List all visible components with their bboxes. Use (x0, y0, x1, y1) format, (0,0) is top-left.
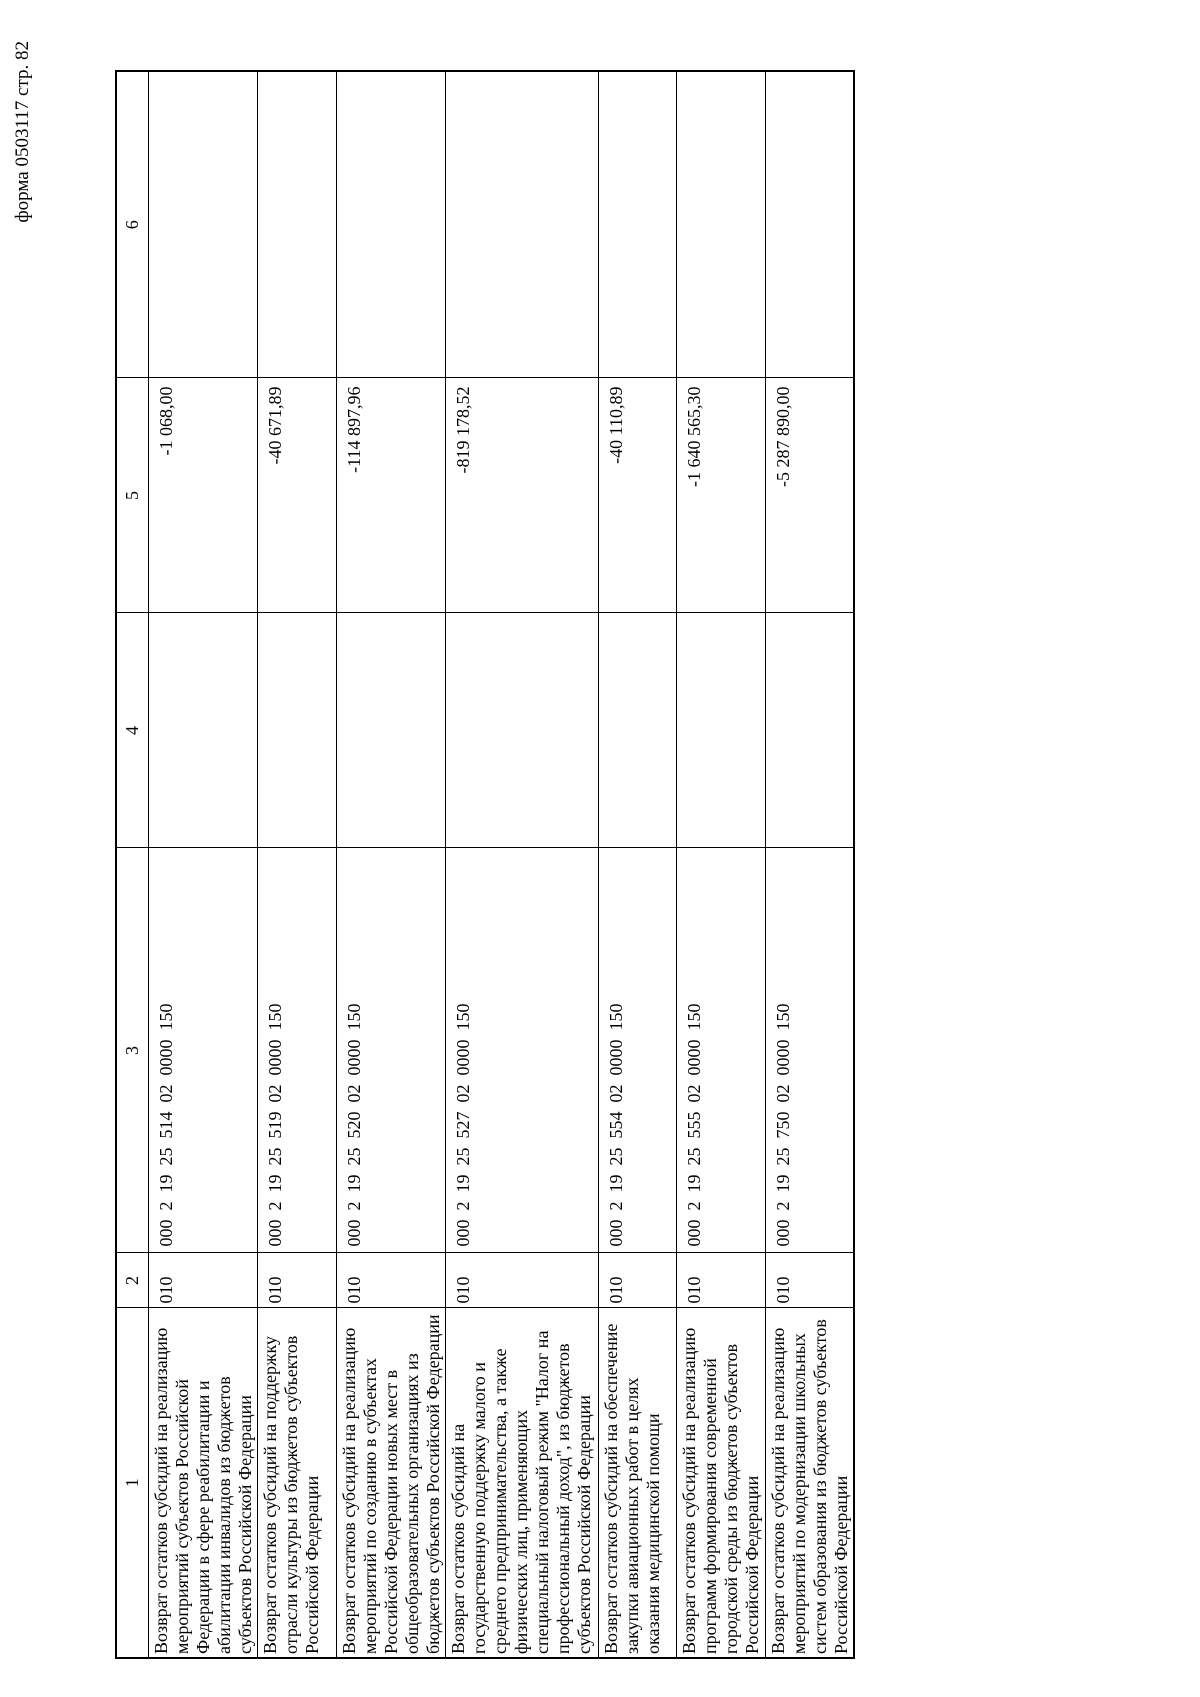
header-col-1: 1 (116, 1308, 148, 1658)
header-col-2: 2 (116, 1253, 148, 1308)
row-col6 (258, 71, 336, 378)
row-amount: -819 178,52 (446, 378, 598, 613)
row-name: Возврат остатков субсидий на поддержку отрасли культуры из бюджетов субъектов Российской Федерации (258, 1308, 336, 1658)
report-table-rotated (115, 72, 855, 1659)
row-budget-code: 000 2 19 25 555 02 0000 150 (677, 848, 765, 1253)
row-col4 (598, 613, 676, 848)
header-col-5: 5 (116, 378, 148, 613)
header-col-6: 6 (116, 71, 148, 378)
row-amount: -114 897,96 (336, 378, 446, 613)
header-col-3: 3 (116, 848, 148, 1253)
row-col4 (258, 613, 336, 848)
table-row (598, 71, 676, 1658)
row-line-code: 010 (677, 1253, 765, 1308)
row-name: Возврат остатков субсидий на обеспечение закупки авиационных работ в целях оказания медицинской помощи (598, 1308, 676, 1658)
row-col6 (336, 71, 446, 378)
row-col4 (148, 613, 258, 848)
table-row (765, 71, 854, 1658)
header-row (116, 71, 148, 1658)
row-col6 (148, 71, 258, 378)
row-budget-code: 000 2 19 25 519 02 0000 150 (258, 848, 336, 1253)
row-col6 (765, 71, 854, 378)
row-col4 (677, 613, 765, 848)
page-number-label: форма 0503117 стр. 82 (12, 41, 33, 223)
row-name: Возврат остатков субсидий на реализацию программ формирования современной городской среды из бюджетов субъектов Российской Федерации (677, 1308, 765, 1658)
row-budget-code: 000 2 19 25 554 02 0000 150 (598, 848, 676, 1253)
report-table (115, 70, 855, 1659)
table-row (258, 71, 336, 1658)
row-col4 (765, 613, 854, 848)
row-line-code: 010 (765, 1253, 854, 1308)
header-col-4: 4 (116, 613, 148, 848)
row-name: Возврат остатков субсидий на реализацию мероприятий по модернизации школьных систем образования из бюджетов субъектов Российской Федерации (765, 1308, 854, 1658)
row-col6 (598, 71, 676, 378)
row-line-code: 010 (258, 1253, 336, 1308)
table-row (446, 71, 598, 1658)
row-name: Возврат остатков субсидий на реализацию мероприятий по созданию в субъектах Российской Федерации новых мест в общеобразовательных организациях из бюджетов субъектов Российской Федерации (336, 1308, 446, 1658)
row-amount: -1 068,00 (148, 378, 258, 613)
row-amount: -1 640 565,30 (677, 378, 765, 613)
row-amount: -40 671,89 (258, 378, 336, 613)
row-name: Возврат остатков субсидий на реализацию мероприятий субъектов Российской Федерации в сфере реабилитации и абилитации инвалидов из бюджетов субъектов Российской Федерации (148, 1308, 258, 1658)
row-amount: -5 287 890,00 (765, 378, 854, 613)
row-line-code: 010 (148, 1253, 258, 1308)
row-col4 (336, 613, 446, 848)
row-amount: -40 110,89 (598, 378, 676, 613)
row-budget-code: 000 2 19 25 527 02 0000 150 (446, 848, 598, 1253)
table-row (148, 71, 258, 1658)
table-row (677, 71, 765, 1658)
table-row (336, 71, 446, 1658)
row-line-code: 010 (598, 1253, 676, 1308)
row-budget-code: 000 2 19 25 514 02 0000 150 (148, 848, 258, 1253)
row-line-code: 010 (336, 1253, 446, 1308)
row-budget-code: 000 2 19 25 750 02 0000 150 (765, 848, 854, 1253)
row-line-code: 010 (446, 1253, 598, 1308)
row-budget-code: 000 2 19 25 520 02 0000 150 (336, 848, 446, 1253)
row-name: Возврат остатков субсидий на государственную поддержку малого и среднего предпринимательства, а также физических лиц, применяющих специальный налоговый режим "Налог на профессиональный доход", из бюджетов субъектов Российской Федерации (446, 1308, 598, 1658)
row-col6 (446, 71, 598, 378)
row-col4 (446, 613, 598, 848)
row-col6 (677, 71, 765, 378)
